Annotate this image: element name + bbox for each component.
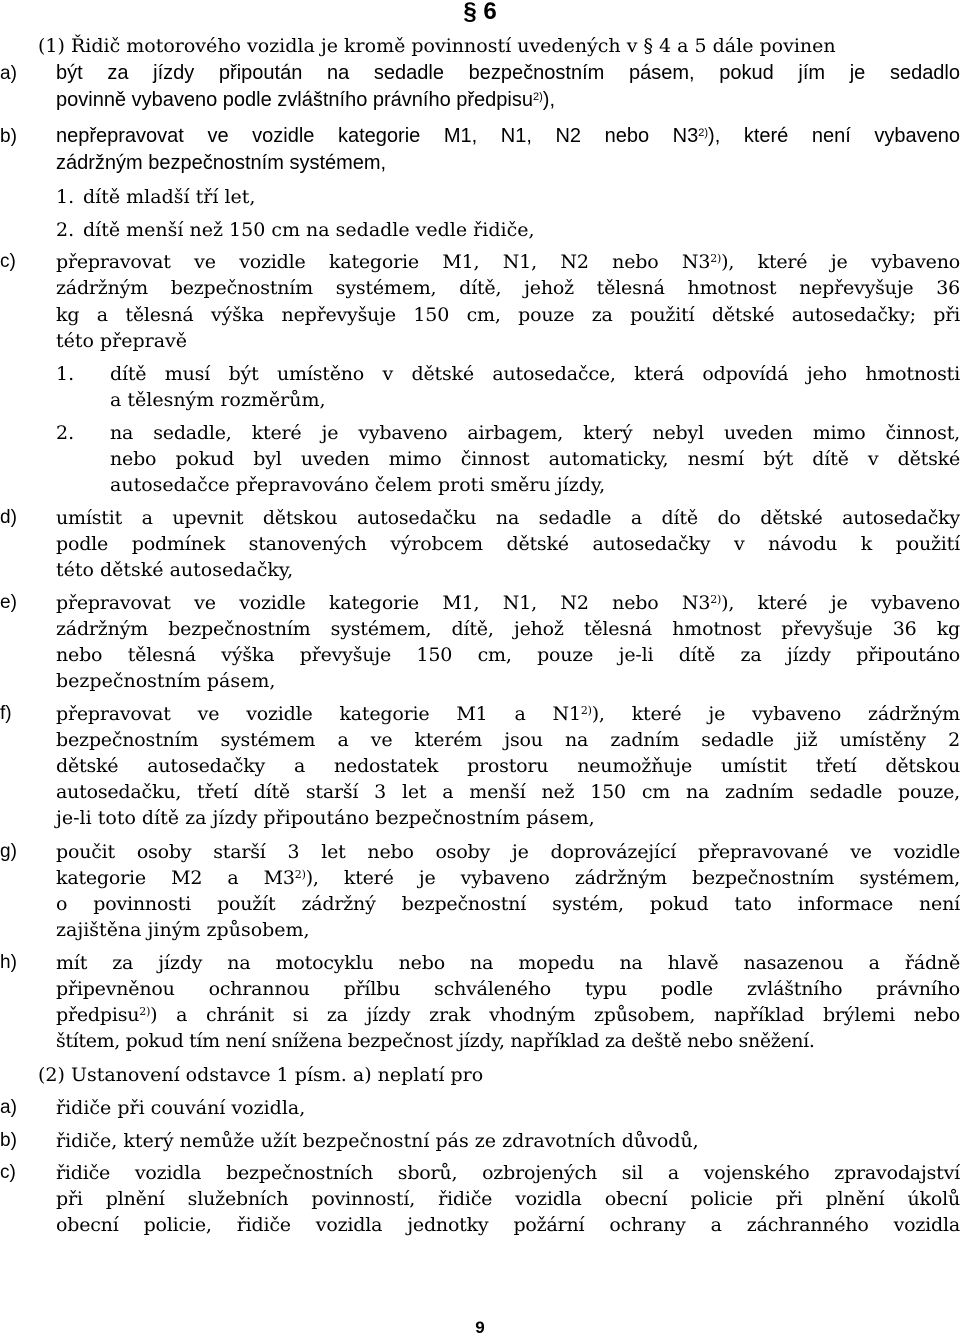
item-c-sub-1-line-1: dítě musí být umístěno v dětské autosedačce, která odpovídá jeho hmotnosti xyxy=(110,363,960,385)
item-c-sub-2-line-3: autosedačce přepravováno čelem proti směru jízdy, xyxy=(110,474,606,496)
item-a-line-1: být za jízdy připoután na sedadle bezpečnostním pásem, pokud jím je sedadlo xyxy=(56,62,960,84)
footnote-ref: 2) xyxy=(710,593,722,606)
item-b-sub-2-number: 2. xyxy=(56,219,75,241)
paragraph-1-intro: (1) Řidič motorového vozidla je kromě povinností uvedených v § 4 a 5 dále povinen xyxy=(38,35,836,57)
item-c-line-2: zádržným bezpečnostním systémem, dítě, jehož tělesná hmotnost nepřevyšuje 36 xyxy=(56,277,960,299)
item-b-sub-1-number: 1. xyxy=(56,186,75,208)
item-e-line-3: nebo tělesná výška převyšuje 150 cm, pouze je-li dítě za jízdy připoutáno xyxy=(56,644,960,666)
item-b-label: b) xyxy=(0,126,17,147)
footnote-ref: 2) xyxy=(710,252,722,265)
item-c-sub-2-number: 2. xyxy=(56,422,75,444)
item-g-label: g) xyxy=(0,841,17,862)
footnote-ref: 2) xyxy=(533,91,543,103)
p2-item-c-label: c) xyxy=(0,1162,16,1183)
footnote-ref: 2) xyxy=(698,127,709,139)
item-e-label: e) xyxy=(0,592,17,613)
item-g-line-1: poučit osoby starší 3 let nebo osoby je doprovázející přepravované ve vozidle xyxy=(56,841,960,863)
item-d-line-3: této dětské autosedačky, xyxy=(56,559,294,581)
page-number: 9 xyxy=(475,1318,485,1337)
p2-item-c-line-2: při plnění služebních povinností, řidiče vozidla obecní policie při plnění úkolů xyxy=(56,1188,960,1210)
item-c-sub-1-line-2: a tělesným rozměrům, xyxy=(110,389,326,411)
footnote-ref: 2) xyxy=(580,704,592,717)
item-f-line-3: dětské autosedačky a nedostatek prostoru neumožňuje umístit třetí dětskou xyxy=(56,755,960,777)
p2-item-b-label: b) xyxy=(0,1130,17,1151)
item-d-line-1: umístit a upevnit dětskou autosedačku na sedadle a dítě do dětské autosedačky xyxy=(56,507,960,529)
item-c-label: c) xyxy=(0,251,16,272)
item-b-sub-2-text: dítě menší než 150 cm na sedadle vedle řidiče, xyxy=(83,219,535,241)
item-f-line-1: přepravovat ve vozidle kategorie M1 a N1$^{2)}$), které je vybaveno zádržným xyxy=(56,703,960,725)
item-g-line-2: kategorie M2 a M3$^{2)}$), které je vybaveno zádržným bezpečnostním systémem, xyxy=(56,867,960,889)
item-c-line-4: této přepravě xyxy=(56,330,188,352)
item-b-sub-1-text: dítě mladší tří let, xyxy=(83,186,256,208)
paragraph-2-intro: (2) Ustanovení odstavce 1 písm. a) neplatí pro xyxy=(38,1064,484,1086)
item-d-label: d) xyxy=(0,507,17,528)
p2-item-b-line-1: řidiče, který nemůže užít bezpečnostní pás ze zdravotních důvodů, xyxy=(56,1130,699,1152)
item-e-line-4: bezpečnostním pásem, xyxy=(56,670,276,692)
p2-item-a-label: a) xyxy=(0,1097,17,1118)
item-c-sub-1-number: 1. xyxy=(56,363,75,385)
item-a-line-2: povinně vybaveno podle zvláštního právního předpisu$^{2)}$), xyxy=(56,89,555,111)
item-f-line-5: je-li toto dítě za jízdy připoutáno bezpečnostním pásem, xyxy=(56,807,595,829)
footnote-ref: 2) xyxy=(139,1005,151,1018)
item-b-line-1: nepřepravovat ve vozidle kategorie M1, N1, N2 nebo N3$^{2)}$), které není vybaveno xyxy=(56,125,960,147)
item-f-line-4: autosedačku, třetí dítě starší 3 let a menší než 150 cm na zadním sedadle pouze, xyxy=(56,781,960,803)
footnote-ref: 2) xyxy=(294,868,306,881)
item-c-line-3: kg a tělesná výška nepřevyšuje 150 cm, pouze za použití dětské autosedačky; při xyxy=(56,304,960,326)
item-h-line-3: předpisu$^{2)}$) a chránit si za jízdy zrak vhodným způsobem, například brýlemi nebo xyxy=(56,1004,960,1026)
item-b-line-2: zádržným bezpečnostním systémem, xyxy=(56,152,387,174)
p2-item-a-line-1: řidiče při couvání vozidla, xyxy=(56,1097,306,1119)
item-g-line-3: o povinnosti použít zádržný bezpečnostní systém, pokud tato informace není xyxy=(56,893,960,915)
item-a-label: a) xyxy=(0,63,17,84)
item-h-line-4: štítem, pokud tím není snížena bezpečnost jízdy, například za deště nebo sněžení. xyxy=(56,1030,815,1052)
item-e-line-1: přepravovat ve vozidle kategorie M1, N1, N2 nebo N3$^{2)}$), které je vybaveno xyxy=(56,592,960,614)
item-h-line-1: mít za jízdy na motocyklu nebo na mopedu na hlavě nasazenou a řádně xyxy=(56,952,960,974)
item-g-line-4: zajištěna jiným způsobem, xyxy=(56,919,310,941)
p2-item-c-line-1: řidiče vozidla bezpečnostních sborů, ozbrojených sil a vojenského zpravodajství xyxy=(56,1162,960,1184)
item-c-sub-2-line-2: nebo pokud byl uveden mimo činnost automaticky, nesmí být dítě v dětské xyxy=(110,448,960,470)
item-f-line-2: bezpečnostním systémem a ve kterém jsou na zadním sedadle již umístěny 2 xyxy=(56,729,960,751)
item-c-sub-2-line-1: na sedadle, které je vybaveno airbagem, který nebyl uveden mimo činnost, xyxy=(110,422,960,444)
item-c-line-1: přepravovat ve vozidle kategorie M1, N1, N2 nebo N3$^{2)}$), které je vybaveno xyxy=(56,251,960,273)
item-h-line-2: připevněnou ochrannou přílbu schváleného typu podle zvláštního právního xyxy=(56,978,960,1000)
p2-item-c-line-3: obecní policie, řidiče vozidla jednotky požární ochrany a záchranného vozidla xyxy=(56,1214,960,1236)
item-d-line-2: podle podmínek stanovených výrobcem dětské autosedačky v návodu k použití xyxy=(56,533,960,555)
item-h-label: h) xyxy=(0,952,17,973)
item-f-label: f) xyxy=(0,703,12,724)
section-heading: § 6 xyxy=(463,0,497,25)
item-e-line-2: zádržným bezpečnostním systémem, dítě, jehož tělesná hmotnost převyšuje 36 kg xyxy=(56,618,960,640)
